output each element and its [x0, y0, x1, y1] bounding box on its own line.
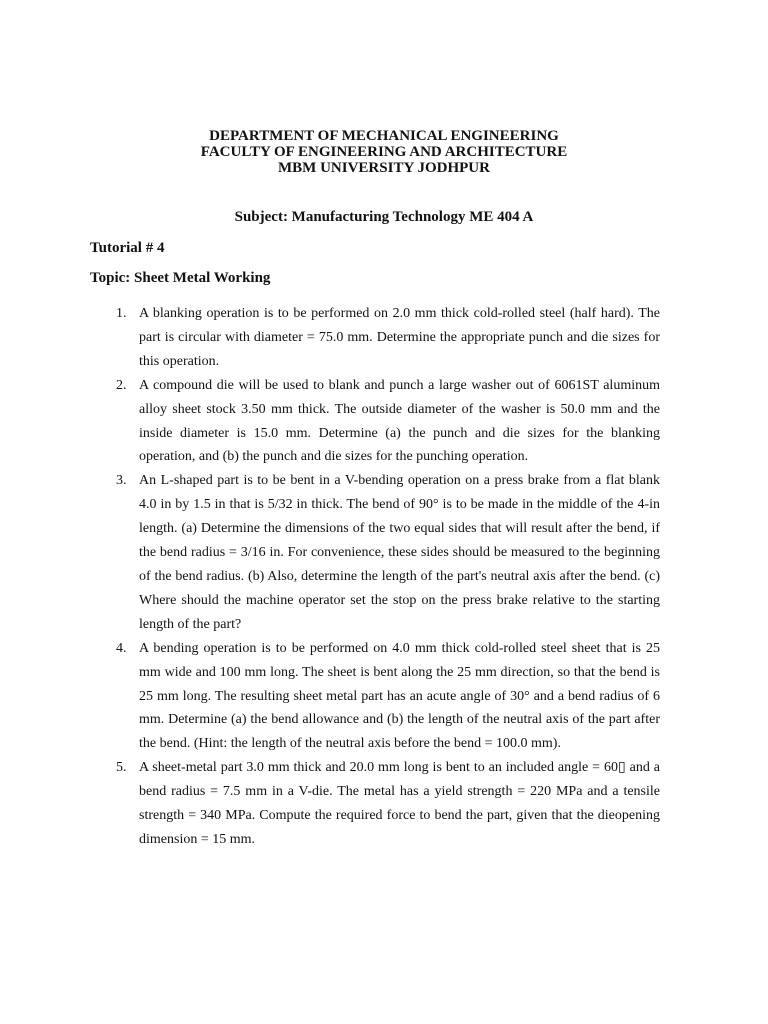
faculty-heading: FACULTY OF ENGINEERING AND ARCHITECTURE: [200, 144, 568, 160]
question-item: [90, 756, 660, 852]
subject-line: Subject: Manufacturing Technology ME 404 A: [234, 209, 534, 225]
document-header: [0, 128, 768, 176]
university-heading: MBM UNIVERSITY JODHPUR: [278, 160, 490, 176]
question-number: 3.: [116, 473, 127, 489]
question-item: [90, 302, 660, 374]
question-number: 4.: [116, 640, 127, 656]
question-text: A blanking operation is to be performed on 2.0 mm thick cold-rolled steel (half hard). The part is circular with diameter = 75.0 mm. Determine the appropriate punch and die sizes for this operation.: [139, 306, 660, 369]
topic-line: Topic: Sheet Metal Working: [90, 270, 271, 286]
tutorial-number: Tutorial # 4: [90, 240, 165, 256]
question-list: [90, 302, 660, 852]
question-number: 1.: [116, 306, 127, 321]
question-text: An L-shaped part is to be bent in a V-bending operation on a press brake from a flat blank 4.0 in by 1.5 in that is 5/32 in thick. The bend of 90° is to be made in the middle of the 4-in length. (a) Determine the dimensions of the two equal sides that will result after the bend, if the bend radius = 3/16 in. For convenience, these sides should be measured to the beginning of the bend radius. (b) Also, determine the length of the part's neutral axis after the bend. (c) Where should the machine operator set the stop on the press brake relative to the starting length of the part?: [139, 473, 660, 632]
question-item: [90, 637, 660, 757]
question-text: A sheet-metal part 3.0 mm thick and 20.0 mm long is bent to an included angle = 60▯ and a bend radius = 7.5 mm in a V-die. The metal has a yield strength = 220 MPa and a tensile strength = 340 MPa. Compute the required force to bend the part, given that the dieopening dimension = 15 mm.: [139, 760, 660, 847]
question-number: 2.: [116, 377, 127, 393]
question-item: [90, 374, 660, 470]
question-number: 5.: [116, 760, 127, 776]
department-heading: DEPARTMENT OF MECHANICAL ENGINEERING: [209, 128, 559, 144]
question-text: A compound die will be used to blank and punch a large washer out of 6061ST aluminum alloy sheet stock 3.50 mm thick. The outside diameter of the washer is 50.0 mm and the inside diameter is 15.0 mm. Determine (a) the punch and die sizes for the blanking operation, and (b) the punch and die sizes for the punching operation.: [139, 377, 660, 465]
question-item: [90, 469, 660, 636]
question-text: A bending operation is to be performed on 4.0 mm thick cold-rolled steel sheet that is 25 mm wide and 100 mm long. The sheet is bent along the 25 mm direction, so that the bend is 25 mm long. The resulting sheet metal part has an acute angle of 30° and a bend radius of 6 mm. Determine (a) the bend allowance and (b) the length of the neutral axis of the part after the bend. (Hint: the length of the neutral axis before the bend = 100.0 mm).: [139, 640, 660, 752]
